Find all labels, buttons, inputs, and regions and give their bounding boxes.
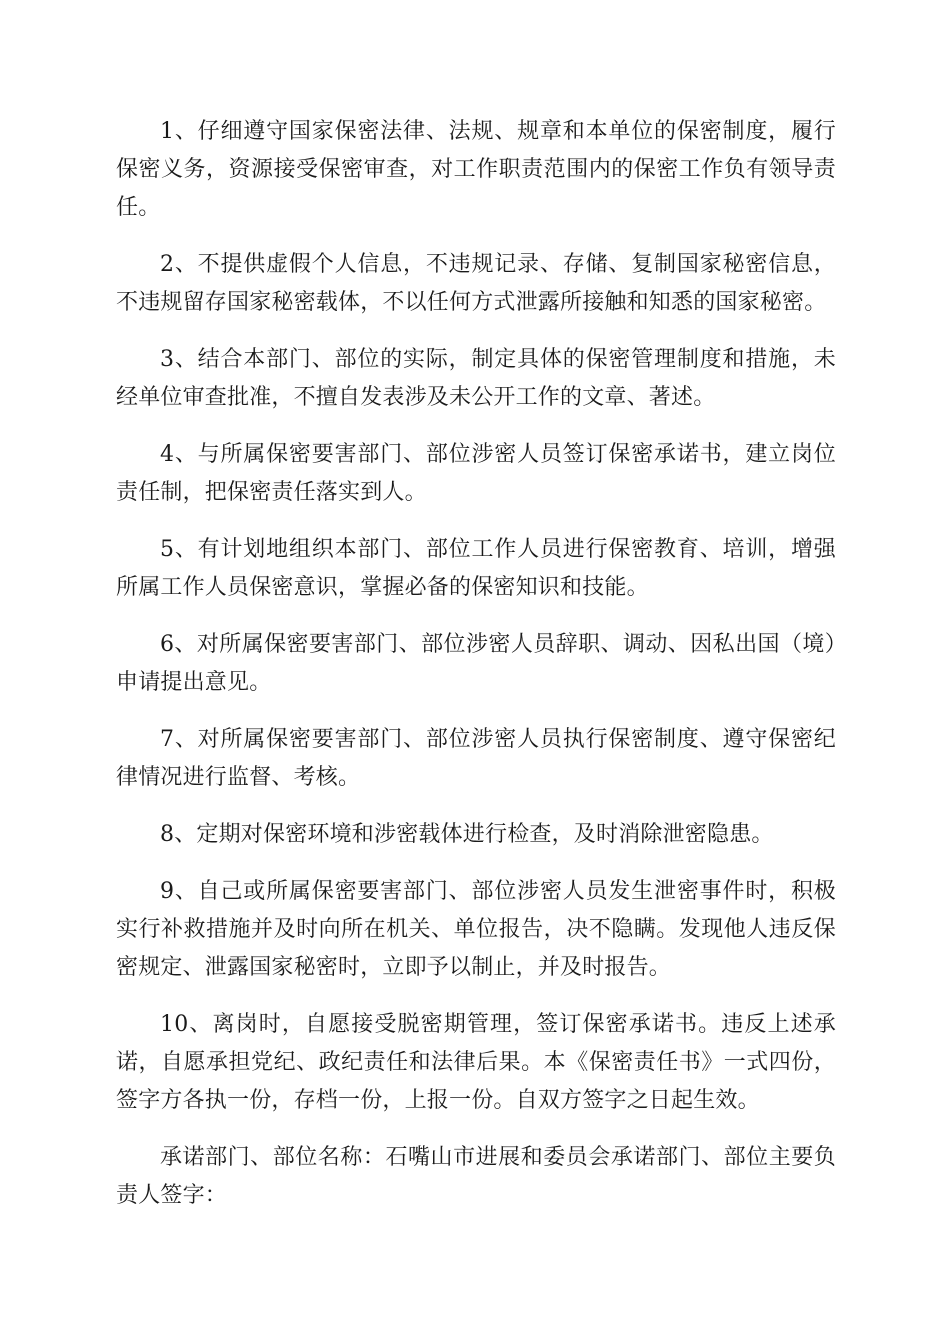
paragraph-10: 10、离岗时，自愿接受脱密期管理，签订保密承诺书。违反上述承诺，自愿承担党纪、政纪责任和法律后果。本《保密责任书》一式四份，签字方各执一份，存档一份，上报一份。自双方签字之日起生效。	[116, 1012, 836, 1113]
paragraph-1: 1、仔细遵守国家保密法律、法规、规章和本单位的保密制度，履行保密义务，资源接受保密审查，对工作职责范围内的保密工作负有领导责任。	[116, 119, 836, 220]
paragraph-3: 3、结合本部门、部位的实际，制定具体的保密管理制度和措施，未经单位审查批准，不擅自发表涉及未公开工作的文章、著述。	[116, 347, 836, 410]
paragraph-2: 2、不提供虚假个人信息，不违规记录、存储、复制国家秘密信息，不违规留存国家秘密载体，不以任何方式泄露所接触和知悉的国家秘密。	[116, 252, 836, 315]
paragraph-6: 6、对所属保密要害部门、部位涉密人员辞职、调动、因私出国（境）申请提出意见。	[116, 632, 836, 695]
paragraph-8: 8、定期对保密环境和涉密载体进行检查，及时消除泄密隐患。	[160, 822, 774, 847]
paragraph-7: 7、对所属保密要害部门、部位涉密人员执行保密制度、遵守保密纪律情况进行监督、考核。	[116, 727, 836, 790]
paragraph-4: 4、与所属保密要害部门、部位涉密人员签订保密承诺书，建立岗位责任制，把保密责任落实到人。	[116, 442, 836, 505]
signature-line: 承诺部门、部位名称：石嘴山市进展和委员会承诺部门、部位主要负责人签字：	[116, 1145, 836, 1208]
paragraph-9: 9、自己或所属保密要害部门、部位涉密人员发生泄密事件时，积极实行补救措施并及时向所在机关、单位报告，决不隐瞒。发现他人违反保密规定、泄露国家秘密时，立即予以制止，并及时报告。	[116, 879, 836, 980]
paragraph-5: 5、有计划地组织本部门、部位工作人员进行保密教育、培训，增强所属工作人员保密意识，掌握必备的保密知识和技能。	[116, 537, 836, 600]
document-body	[116, 113, 836, 1234]
